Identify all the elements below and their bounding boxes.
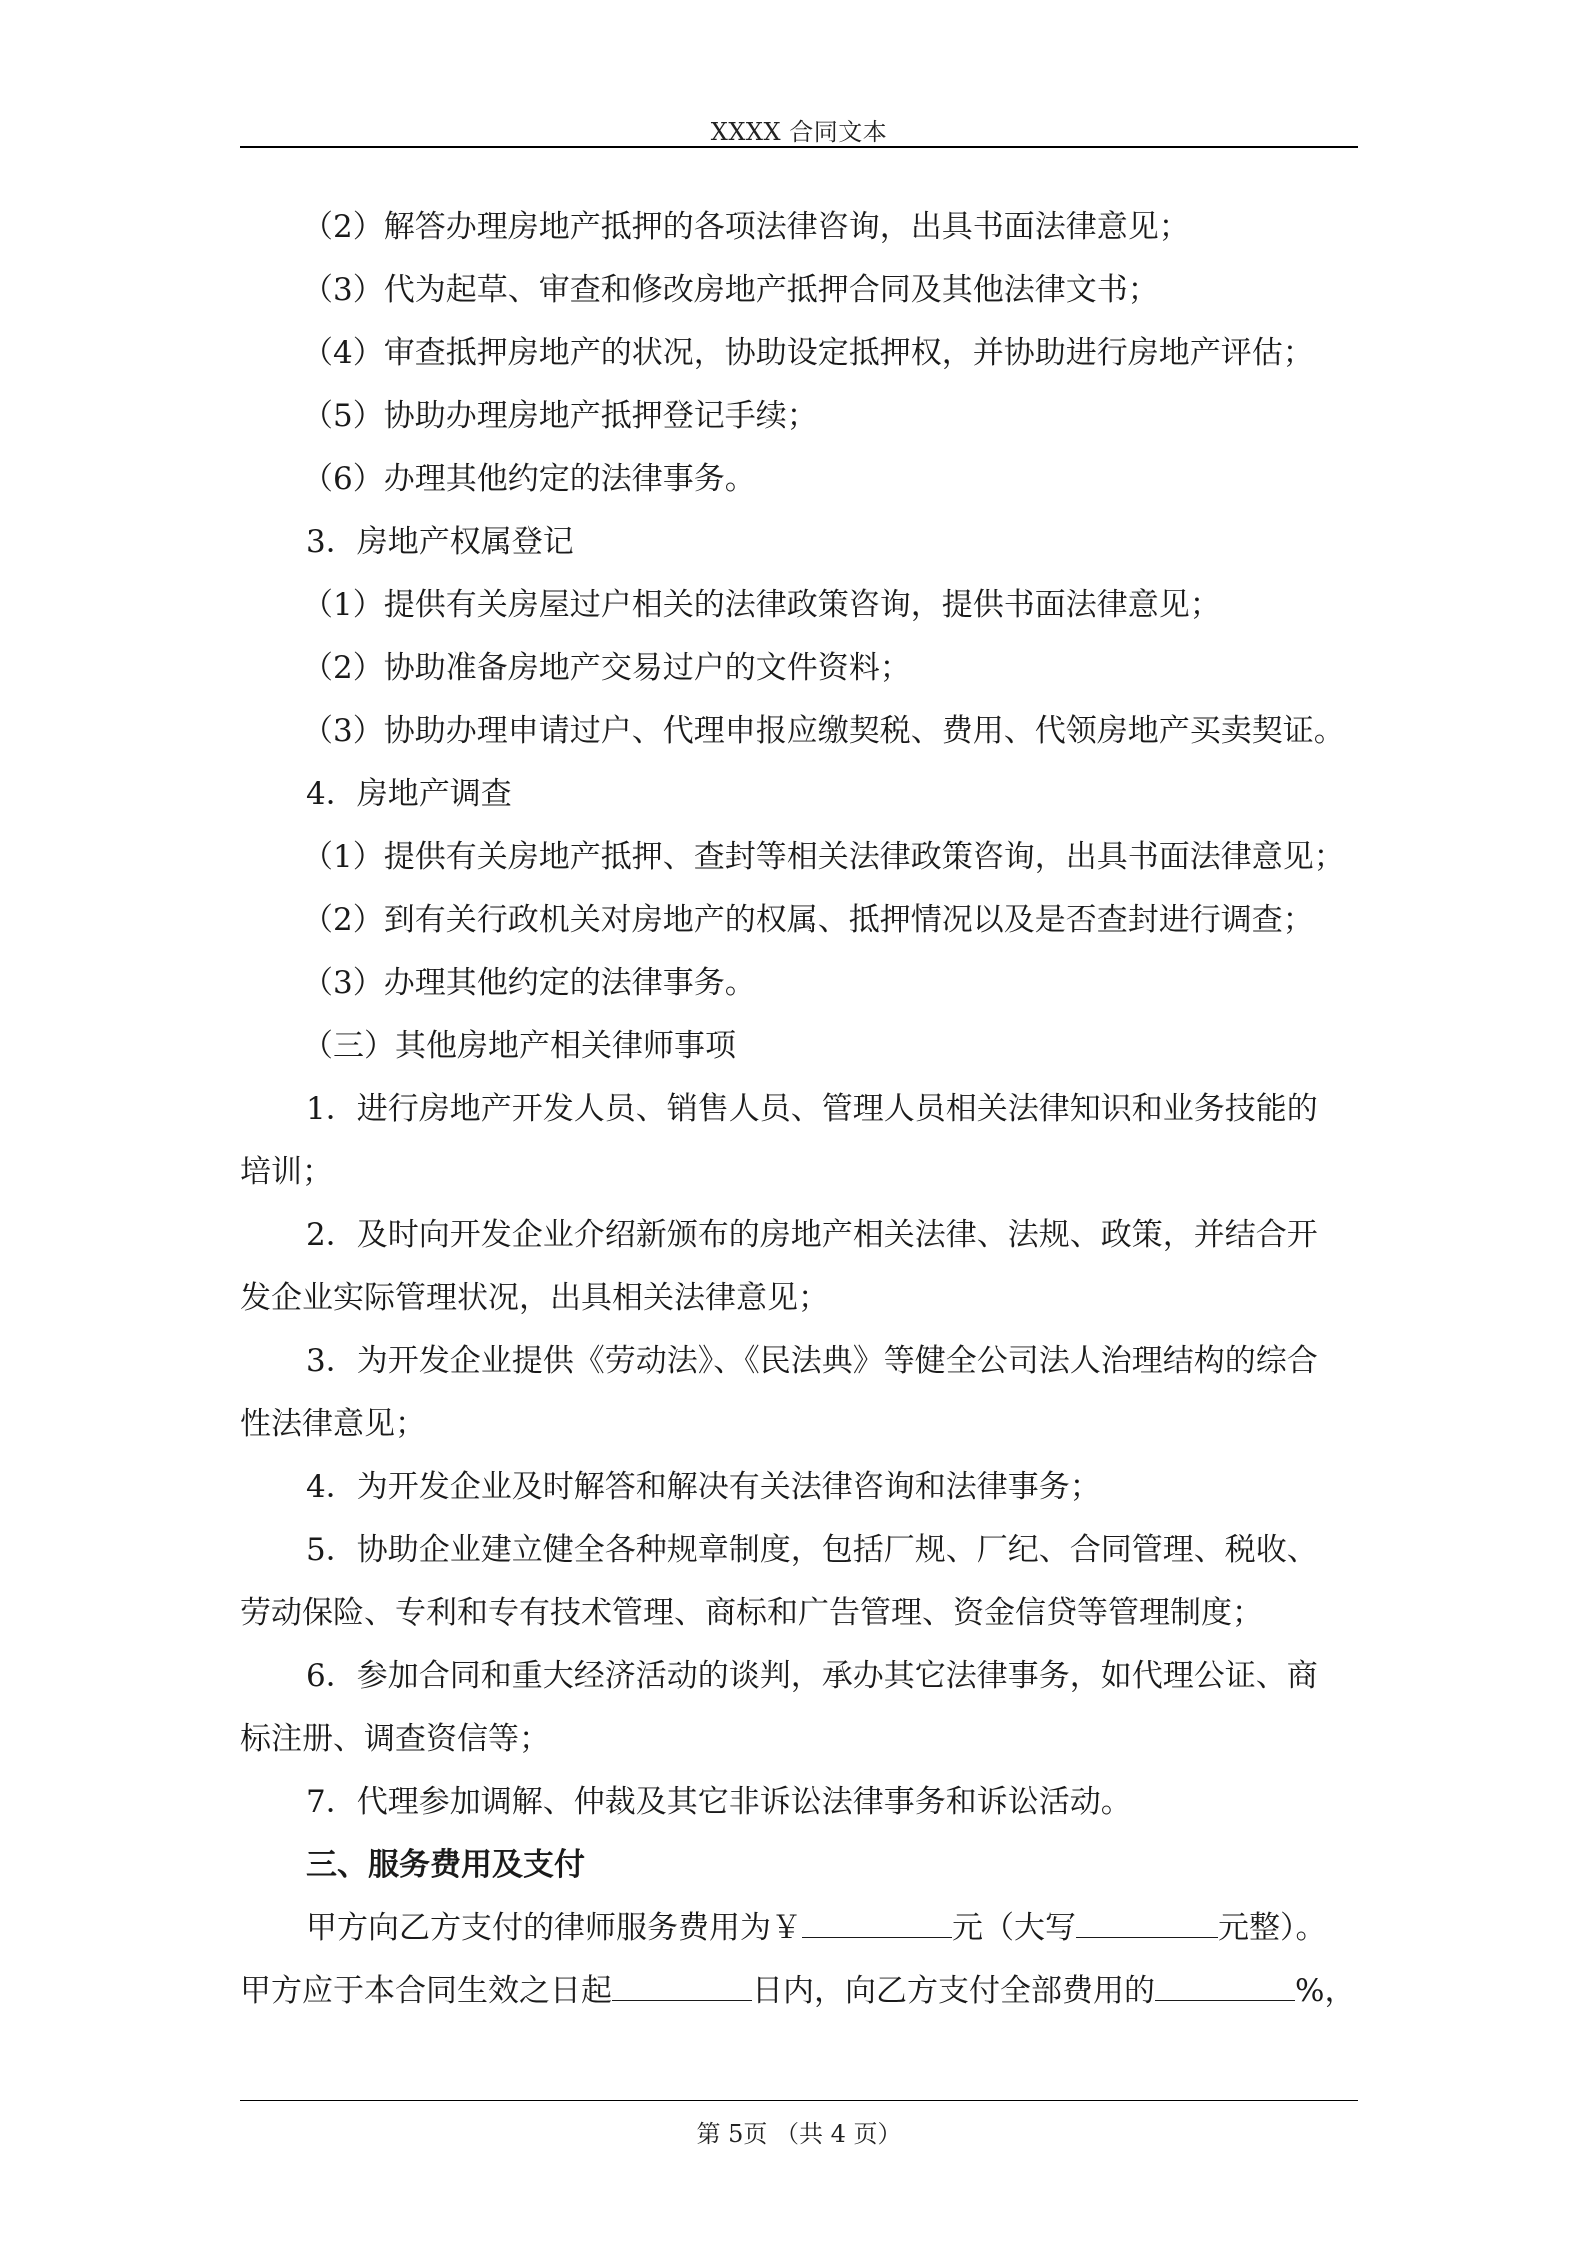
paragraph-line: （3）办理其他约定的法律事务。 bbox=[302, 965, 756, 1001]
paragraph-line: （2）协助准备房地产交易过户的文件资料； bbox=[302, 650, 911, 686]
paragraph-line: 7．代理参加调解、仲裁及其它非诉讼法律事务和诉讼活动。 bbox=[306, 1784, 1132, 1820]
payment-text-mid: 日内，向乙方支付全部费用的 bbox=[752, 1973, 1155, 2009]
fee-uppercase-blank bbox=[1076, 1910, 1218, 1938]
payment-text-start: 甲方应于本合同生效之日起 bbox=[240, 1973, 612, 2009]
chapter-heading: 三、服务费用及支付 bbox=[306, 1847, 585, 1883]
paragraph-line: （5）协助办理房地产抵押登记手续； bbox=[302, 398, 818, 434]
section-heading: 4．房地产调查 bbox=[306, 776, 512, 812]
paragraph-line: （3）协助办理申请过户、代理申报应缴契税、费用、代领房地产买卖契证。 bbox=[302, 713, 1345, 749]
paragraph-line: 标注册、调查资信等； bbox=[240, 1721, 550, 1757]
section-heading: 3．房地产权属登记 bbox=[306, 524, 574, 560]
payment-percent-blank bbox=[1155, 1973, 1295, 2001]
payment-days-blank bbox=[612, 1973, 752, 2001]
paragraph-line: （1）提供有关房地产抵押、查封等相关法律政策咨询，出具书面法律意见； bbox=[302, 839, 1345, 875]
paragraph-line: 3．为开发企业提供《劳动法》、《民法典》等健全公司法人治理结构的综合 bbox=[306, 1343, 1318, 1379]
footer-rule bbox=[240, 2100, 1358, 2101]
paragraph-line: 1．进行房地产开发人员、销售人员、管理人员相关法律知识和业务技能的 bbox=[306, 1091, 1318, 1127]
paragraph-line: （4）审查抵押房地产的状况，协助设定抵押权，并协助进行房地产评估； bbox=[302, 335, 1314, 371]
paragraph-line: 发企业实际管理状况，出具相关法律意见； bbox=[240, 1280, 829, 1316]
fee-text-end: 元整）。 bbox=[1218, 1910, 1327, 1946]
paragraph-line: （6）办理其他约定的法律事务。 bbox=[302, 461, 756, 497]
paragraph-line: （3）代为起草、审查和修改房地产抵押合同及其他法律文书； bbox=[302, 272, 1159, 308]
paragraph-line: （2）解答办理房地产抵押的各项法律咨询，出具书面法律意见； bbox=[302, 209, 1190, 245]
header-rule bbox=[240, 146, 1358, 148]
fee-amount-blank bbox=[802, 1910, 952, 1938]
paragraph-line: 劳动保险、专利和专有技术管理、商标和广告管理、资金信贷等管理制度； bbox=[240, 1595, 1263, 1631]
fee-line bbox=[240, 1897, 1358, 1960]
page-number: 第 5页 （共 4 页） bbox=[696, 2120, 902, 2148]
paragraph-line: （1）提供有关房屋过户相关的法律政策咨询，提供书面法律意见； bbox=[302, 587, 1221, 623]
paragraph-line: 性法律意见； bbox=[240, 1406, 426, 1442]
document-body bbox=[240, 196, 1358, 2023]
payment-line bbox=[240, 1960, 1358, 2023]
paragraph-line: 培训； bbox=[240, 1154, 333, 1190]
paragraph-line: 2．及时向开发企业介绍新颁布的房地产相关法律、法规、政策，并结合开 bbox=[306, 1217, 1318, 1253]
paragraph-line: 5．协助企业建立健全各种规章制度，包括厂规、厂纪、合同管理、税收、 bbox=[306, 1532, 1318, 1568]
header-title: XXXX 合同文本 bbox=[710, 118, 888, 146]
paragraph-line: 4．为开发企业及时解答和解决有关法律咨询和法律事务； bbox=[306, 1469, 1101, 1505]
paragraph-line: （2）到有关行政机关对房地产的权属、抵押情况以及是否查封进行调查； bbox=[302, 902, 1314, 938]
fee-text-start: 甲方向乙方支付的律师服务费用为￥ bbox=[306, 1910, 802, 1946]
paragraph-line: 6．参加合同和重大经济活动的谈判，承办其它法律事务，如代理公证、商 bbox=[306, 1658, 1318, 1694]
fee-text-mid: 元（大写 bbox=[952, 1910, 1076, 1946]
section-heading: （三）其他房地产相关律师事项 bbox=[302, 1028, 736, 1064]
payment-text-end: %， bbox=[1295, 1973, 1356, 2009]
